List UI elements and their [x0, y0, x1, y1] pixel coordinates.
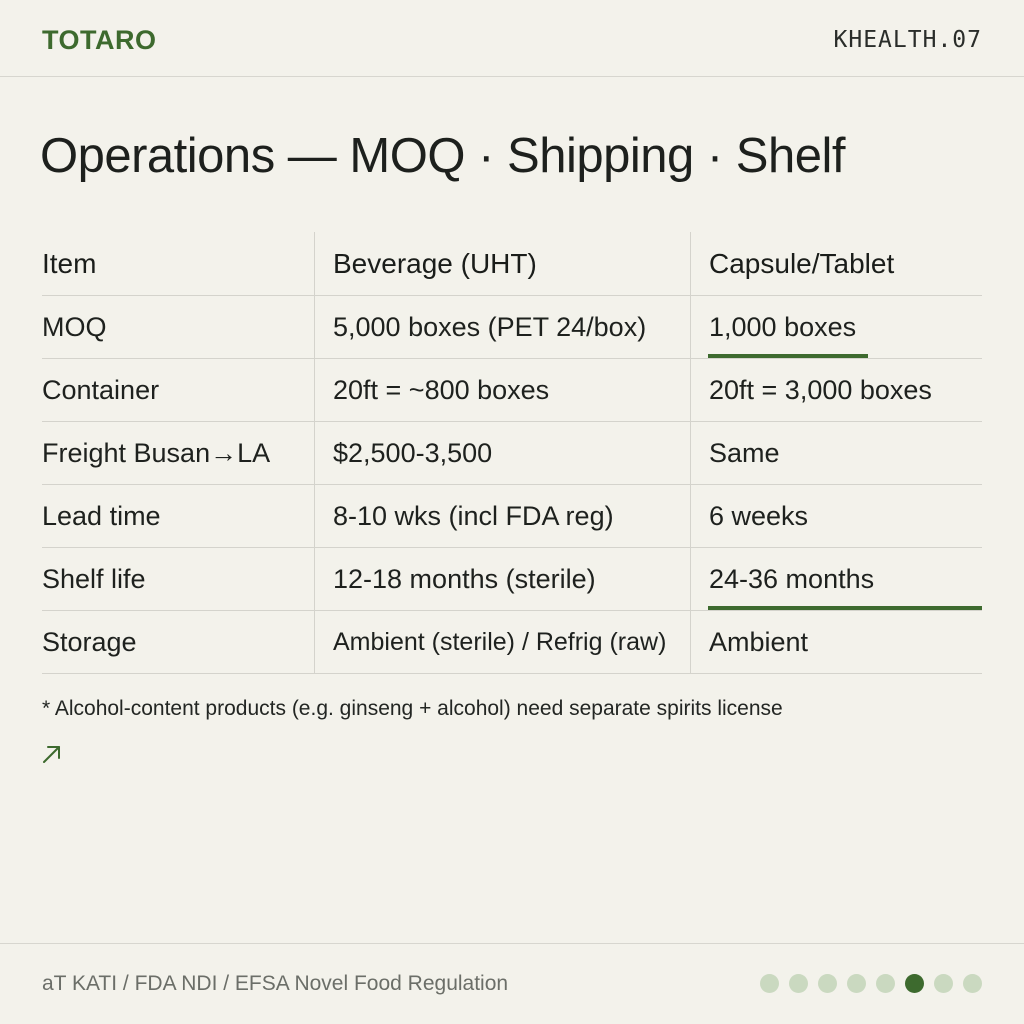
brand-logo: TOTARO — [42, 25, 157, 55]
table-cell: 20ft = ~800 boxes — [314, 359, 690, 421]
pagination-dot[interactable] — [963, 974, 982, 993]
pagination-dots — [760, 974, 982, 993]
table-row-freight — [42, 422, 982, 485]
pagination-dot[interactable] — [818, 974, 837, 993]
page-title: Operations — MOQ · Shipping · Shelf — [40, 129, 845, 183]
header-cell-capsule: Capsule/Tablet — [690, 232, 982, 295]
table-row-container — [42, 359, 982, 422]
highlight-underline — [708, 606, 982, 610]
table-row-shelf-life — [42, 548, 982, 611]
table-cell: Storage — [42, 626, 137, 657]
table-cell-highlight: 24-36 months — [690, 548, 982, 610]
table-cell: Shelf life — [42, 563, 146, 594]
table-row-storage — [42, 611, 982, 674]
pagination-dot[interactable] — [876, 974, 895, 993]
table-cell: Container — [42, 374, 160, 405]
footnote: * Alcohol-content products (e.g. ginseng + alcohol) need separate spirits license — [42, 697, 783, 720]
table-cell: Ambient — [690, 611, 982, 673]
table-cell: MOQ — [42, 311, 107, 342]
operations-table — [42, 232, 982, 674]
table-cell: $2,500-3,500 — [314, 422, 690, 484]
table-cell: 20ft = 3,000 boxes — [690, 359, 982, 421]
footer — [0, 943, 1024, 1024]
table-cell: 8-10 wks (incl FDA reg) — [314, 485, 690, 547]
table-cell: Ambient (sterile) / Refrig (raw) — [314, 611, 690, 673]
pagination-dot-active[interactable] — [905, 974, 924, 993]
highlight-underline — [708, 354, 868, 358]
table-cell: 5,000 boxes (PET 24/box) — [314, 296, 690, 358]
arrow-up-right-icon — [40, 742, 64, 766]
pagination-dot[interactable] — [934, 974, 953, 993]
source-citation: aT KATI / FDA NDI / EFSA Novel Food Regulation — [42, 972, 509, 995]
pagination-dot[interactable] — [847, 974, 866, 993]
slide-code: KHEALTH.07 — [833, 27, 982, 53]
table-cell: Same — [690, 422, 982, 484]
header-cell-item: Item — [42, 247, 97, 279]
table-cell: Freight Busan→LA — [42, 437, 271, 468]
header — [0, 0, 1024, 77]
table-row-moq — [42, 296, 982, 359]
pagination-dot[interactable] — [789, 974, 808, 993]
table-cell: 12-18 months (sterile) — [314, 548, 690, 610]
table-row-lead-time — [42, 485, 982, 548]
header-cell-beverage: Beverage (UHT) — [314, 232, 690, 295]
table-cell-highlight: 1,000 boxes — [690, 296, 982, 358]
pagination-dot[interactable] — [760, 974, 779, 993]
table-cell: 6 weeks — [690, 485, 982, 547]
table-header-row — [42, 232, 982, 296]
table-cell: Lead time — [42, 500, 161, 531]
